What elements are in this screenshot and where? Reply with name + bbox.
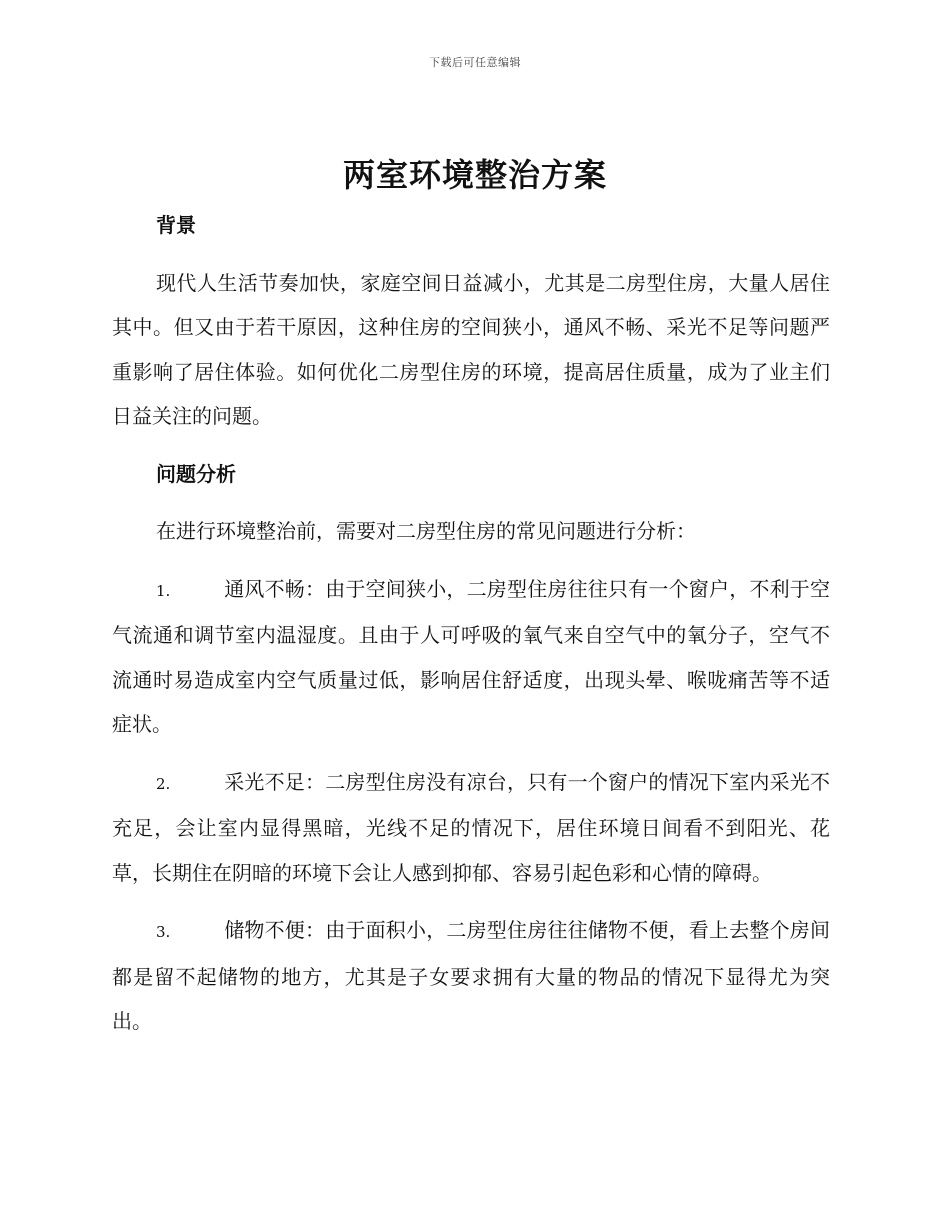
list-item-number: 2. [156,774,171,793]
analysis-intro-paragraph: 在进行环境整治前，需要对二房型住房的常见问题进行分析： [156,519,696,543]
list-item-number: 3. [156,923,171,941]
header-note: 下载后可任意编辑 [429,56,521,69]
list-item-text: 采光不足：二房型住房没有凉台，只有一个窗户的情况下室内采光不充足，会让室内显得黑暗，光线不足的情况下，居住环境日间看不到阳光、花草，长期住在阴暗的环境下会让人感到抑郁、容易引起色彩和心情的障碍。 [112,769,830,885]
list-item [112,908,830,1044]
list-item [112,760,830,896]
document-body [112,203,830,1057]
background-paragraph: 现代人生活节奏加快，家庭空间日益减小，尤其是二房型住房，大量人居住其中。但又由于若干原因，这种住房的空间狭小，通风不畅、采光不足等问题严重影响了居住体验。如何优化二房型住房的环境，提高居住质量，成为了业主们日益关注的问题。 [112,270,830,428]
section-heading-analysis: 问题分析 [156,461,236,486]
list-item-number: 1. [156,581,171,600]
list-item-text: 通风不畅：由于空间狭小，二房型住房往往只有一个窗户，不利于空气流通和调节室内温湿度。且由于人可呼吸的氧气来自空气中的氧分子，空气不流通时易造成室内空气质量过低，影响居住舒适度，出现头晕、喉咙痛苦等不适症状。 [112,576,830,736]
document-title: 两室环境整治方案 [342,156,607,194]
section-heading-background: 背景 [156,213,196,237]
list-item-text: 储物不便：由于面积小，二房型住房往往储物不便，看上去整个房间都是留不起储物的地方，尤其是子女要求拥有大量的物品的情况下显得尤为突出。 [112,918,830,1033]
list-item [112,567,830,747]
